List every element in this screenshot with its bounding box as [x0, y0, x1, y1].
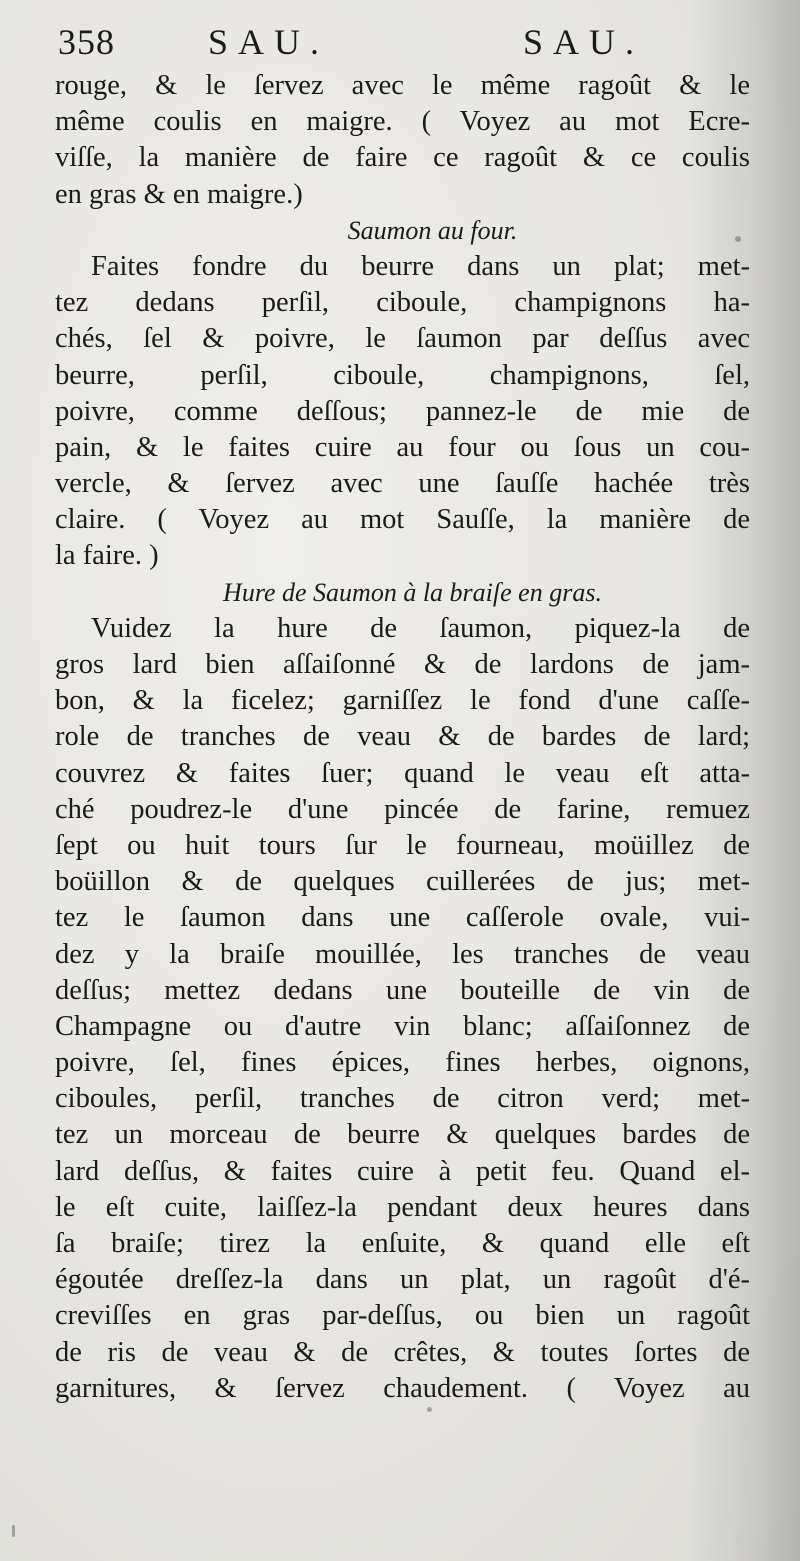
text-line: vercle, & ſervez avec une ſauſſe hachée très: [55, 468, 750, 500]
text-line: Champagne ou d'autre vin blanc; aſſaiſonnez de: [55, 1010, 750, 1042]
ink-speck: [735, 236, 741, 242]
recipe-title: Hure de Saumon à la braiſe en gras.: [223, 577, 602, 607]
text-line: dez y la braiſe mouillée, les tranches de veau: [55, 938, 750, 970]
text-line: la faire. ): [55, 540, 159, 572]
text-line: tez le ſaumon dans une caſſerole ovale, vui-: [55, 902, 750, 934]
page-header: [58, 20, 748, 64]
ink-speck: [427, 1407, 432, 1412]
text-line: chés, ſel & poivre, le ſaumon par deſſus avec: [55, 323, 750, 355]
text-line: role de tranches de veau & de bardes de lard;: [55, 721, 750, 753]
text-line: viſſe, la manière de faire ce ragoût & ce coulis: [55, 142, 750, 174]
text-line: creviſſes en gras par-deſſus, ou bien un ragoût: [55, 1300, 750, 1332]
text-line: couvrez & faites ſuer; quand le veau eſt atta-: [55, 757, 750, 789]
text-line: en gras & en maigre.): [55, 178, 303, 210]
paragraph-first-line: Vuidez la hure de ſaumon, piquez-la de: [91, 612, 750, 644]
text-line: ſept ou huit tours ſur le fourneau, moüillez de: [55, 829, 750, 861]
text-line: claire. ( Voyez au mot Sauſſe, la manière de: [55, 504, 750, 536]
text-line: tez un morceau de beurre & quelques bardes de: [55, 1119, 750, 1151]
body-text: [55, 68, 750, 1407]
paragraph-first-line: Faites fondre du beurre dans un plat; met-: [91, 250, 750, 282]
text-line: ché poudrez-le d'une pincée de farine, remuez: [55, 793, 750, 825]
text-line: même coulis en maigre. ( Voyez au mot Ecre-: [55, 106, 750, 138]
text-line: tez dedans perſil, ciboule, champignons ha-: [55, 287, 750, 319]
text-line: bon, & la ficelez; garniſſez le fond d'une caſſe-: [55, 685, 750, 717]
text-line: pain, & le faites cuire au four ou ſous un cou-: [55, 431, 750, 463]
text-line: deſſus; mettez dedans une bouteille de vin de: [55, 974, 750, 1006]
text-line: de ris de veau & de crêtes, & toutes ſortes de: [55, 1336, 750, 1368]
page-number: 358: [58, 22, 115, 62]
text-line: ſa braiſe; tirez la enſuite, & quand elle eſt: [55, 1228, 750, 1259]
text-line: poivre, comme deſſous; pannez-le de mie de: [55, 395, 750, 427]
text-line: boüillon & de quelques cuillerées de jus; met-: [55, 866, 750, 898]
text-line: gros lard bien aſſaiſonné & de lardons de jam-: [55, 649, 750, 680]
text-line: garnitures, & ſervez chaudement. ( Voyez au: [55, 1372, 750, 1404]
text-line: lard deſſus, & faites cuire à petit feu. Quand el-: [55, 1155, 750, 1187]
ink-speck: [12, 1525, 15, 1537]
text-line: égoutée dreſſez-la dans un plat, un ragoût d'é-: [55, 1264, 750, 1296]
running-head-left: SAU.: [208, 22, 330, 62]
running-head-right: SAU.: [523, 22, 645, 62]
text-line: ciboules, perſil, tranches de citron verd; met-: [55, 1083, 750, 1115]
recipe-title: Saumon au four.: [347, 215, 518, 245]
text-line: le eſt cuite, laiſſez-la pendant deux heures dans: [55, 1191, 750, 1223]
text-line: beurre, perſil, ciboule, champignons, ſel,: [55, 359, 750, 391]
text-line: poivre, ſel, fines épices, fines herbes, oignons,: [55, 1047, 750, 1079]
text-line: rouge, & le ſervez avec le même ragoût & le: [55, 70, 750, 101]
